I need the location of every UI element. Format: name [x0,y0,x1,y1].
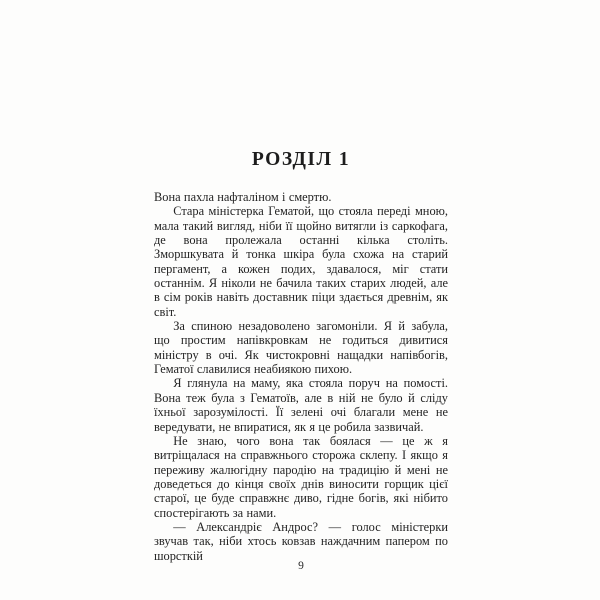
body-text-block [154,190,448,563]
paragraph: Вона пахла нафталіном і смертю. [154,190,332,204]
paragraph: За спиною незадоволено загомоніли. Я й забула, що простим напівкровкам не годиться дивитися міністру в очі. Як чистокровні нащадки напівбогів, Гематої славилися неабиякою пихою. [154,319,448,377]
paragraph: Я глянула на маму, яка стояла поруч на помості. Вона теж була з Гематоїв, але в ній не було й сліду їхньої зарозумілості. Її зелені очі благали мене не вередувати, не впиратися, як я це робила зазвичай. [154,376,448,434]
paragraph: Не знаю, чого вона так боялася — це ж я витріщалася на справжнього сторожа склепу. І якщо я переживу жалюгідну пародію на традицію й мені не доведеться до кінця своїх днів виносити горщик цієї старої, це буде справжнє диво, гідне богів, які нібито спостерігають за нами. [154,433,448,520]
paragraph: — Александріє Андрос? — голос міністерки звучав так, ніби хтось ковзав наждачним папером по шорсткій [154,519,448,563]
page-number: 9 [298,560,304,572]
chapter-heading: РОЗДІЛ 1 [251,149,351,170]
paragraph: Стара міністерка Гематой, що стояла переді мною, мала такий вигляд, ніби її щойно витягли із саркофага, де вона пролежала останні кілька століть. Зморшкувата й тонка шкіра була схожа на старий пергамент, а кожен подих, здавалося, міг стати останнім. Я ніколи не бачила таких старих людей, але в сім років навіть доставник піци здається древнім, як світ. [154,204,448,319]
